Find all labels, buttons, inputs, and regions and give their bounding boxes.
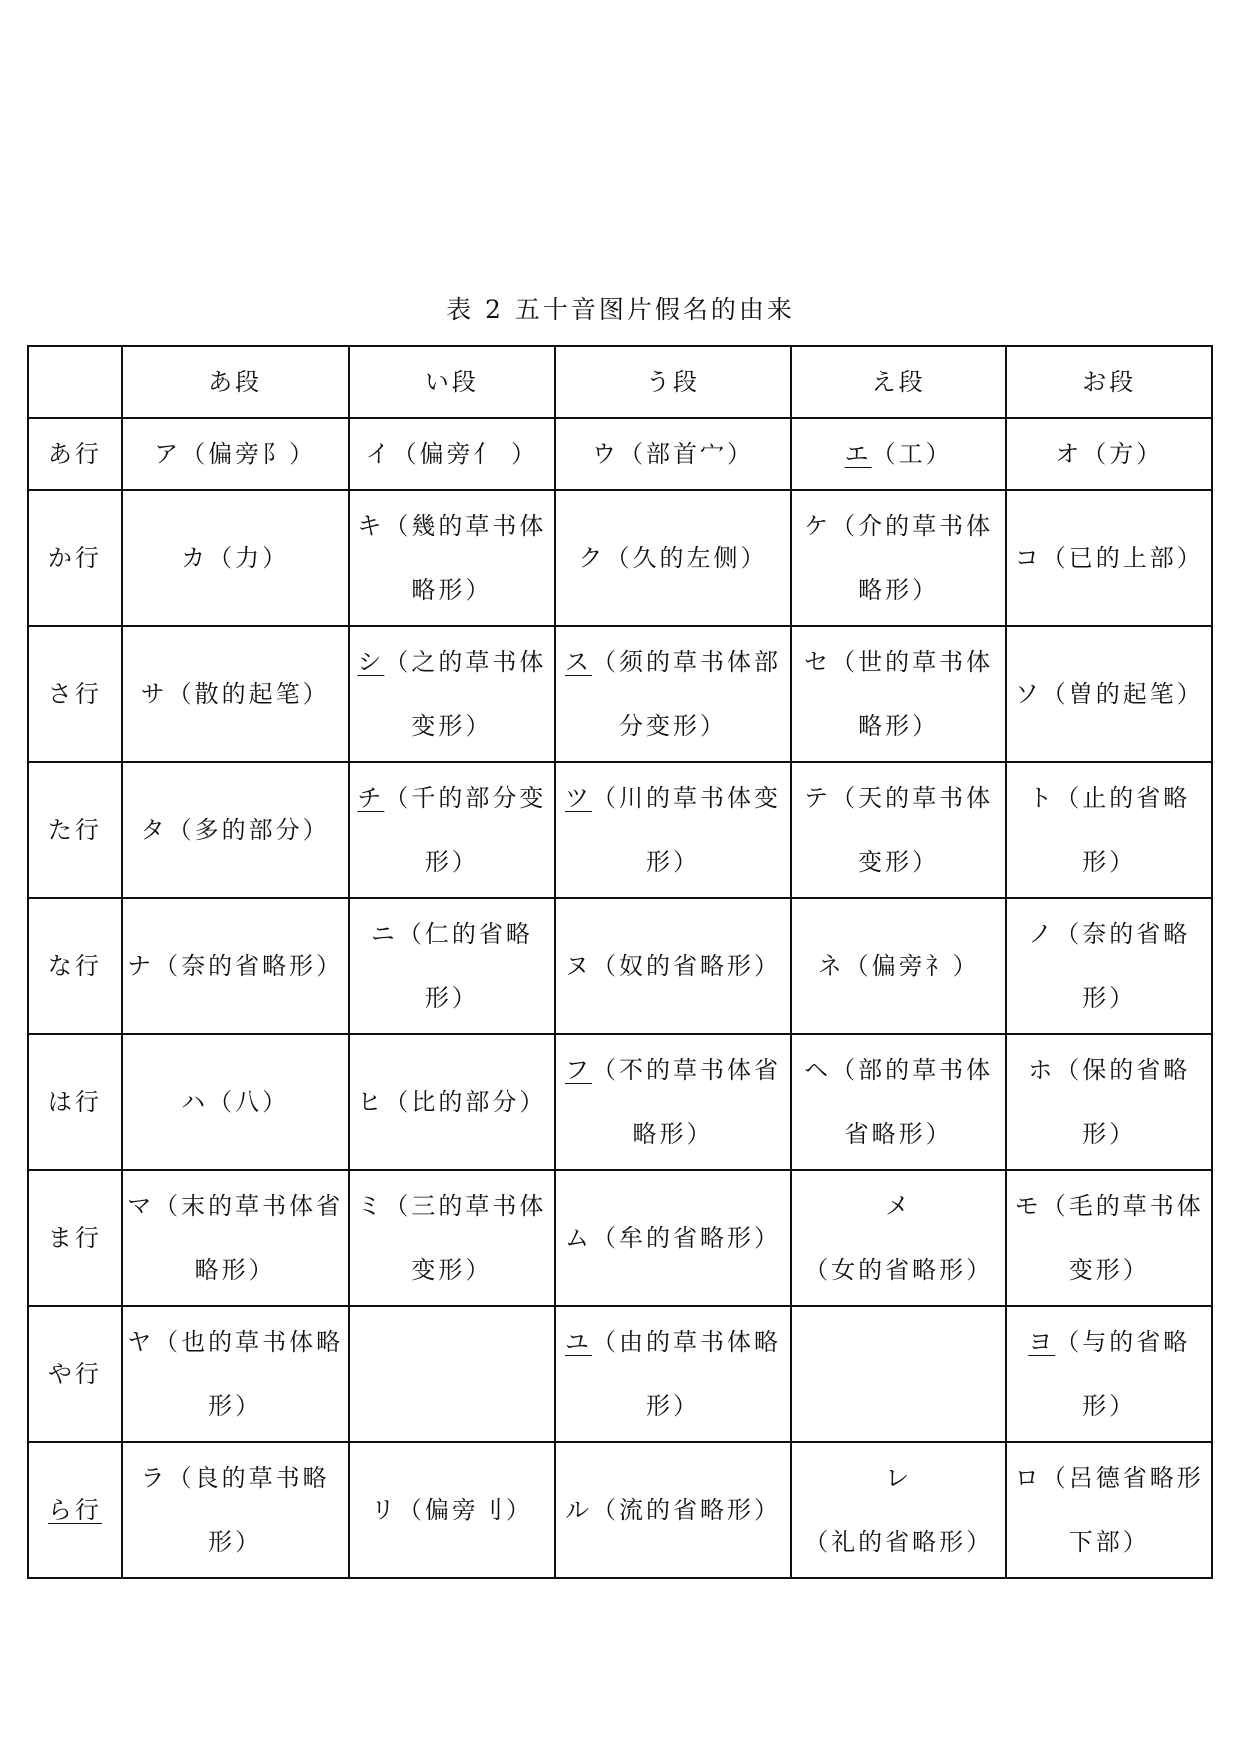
- kana-cell: [122, 762, 349, 898]
- kanji-origin: （部首宀）: [619, 440, 755, 468]
- katakana-char: エ: [844, 440, 872, 468]
- katakana-char: ハ: [181, 1088, 209, 1116]
- kana-cell: [349, 626, 556, 762]
- column-header: う段: [555, 346, 791, 418]
- katakana-char: コ: [1014, 544, 1042, 572]
- kana-cell: [555, 762, 791, 898]
- kanji-origin: （三的草书体变形）: [384, 1192, 547, 1284]
- kanji-origin: （礼的省略形）: [804, 1528, 994, 1556]
- katakana-char: ミ: [357, 1192, 385, 1220]
- kana-cell: [1006, 1306, 1212, 1442]
- kanji-origin: （川的草书体变形）: [592, 784, 782, 876]
- column-header: あ段: [122, 346, 349, 418]
- katakana-char: ケ: [804, 512, 832, 540]
- row-label: [28, 418, 122, 490]
- kana-cell: [1006, 1442, 1212, 1578]
- row-label-text: な行: [47, 952, 102, 980]
- kana-cell: [555, 898, 791, 1034]
- row-label: [28, 1170, 122, 1306]
- katakana-char: ア: [154, 440, 182, 468]
- kana-cell: [791, 1442, 1007, 1578]
- kana-cell: [349, 1442, 556, 1578]
- header-row: [28, 346, 1212, 418]
- row-label: [28, 1034, 122, 1170]
- kanji-origin: （多的部分）: [167, 816, 330, 844]
- row-label: [28, 898, 122, 1034]
- kanji-origin: （奈的省略形）: [154, 952, 344, 980]
- katakana-char: ニ: [370, 920, 398, 948]
- row-label: [28, 626, 122, 762]
- column-header: [28, 346, 122, 418]
- kanji-origin: （天的草书体变形）: [831, 784, 994, 876]
- kana-cell: [555, 490, 791, 626]
- katakana-char: ル: [565, 1496, 593, 1524]
- kana-cell: [1006, 626, 1212, 762]
- row-label: [28, 762, 122, 898]
- katakana-char: ス: [565, 648, 593, 676]
- kana-cell: [791, 626, 1007, 762]
- kana-cell: [1006, 762, 1212, 898]
- row-label-text: た行: [47, 816, 102, 844]
- katakana-char: カ: [181, 544, 209, 572]
- katakana-char: ム: [565, 1224, 593, 1252]
- table-row: [28, 1034, 1212, 1170]
- kana-cell: [791, 1306, 1007, 1442]
- kanji-origin: （部的草书体省略形）: [831, 1056, 994, 1148]
- kana-cell: [349, 1306, 556, 1442]
- kana-cell: [122, 1442, 349, 1578]
- kanji-origin: （偏旁礻）: [844, 952, 980, 980]
- kanji-origin: （偏旁刂）: [397, 1496, 533, 1524]
- row-label: [28, 1306, 122, 1442]
- katakana-char: フ: [565, 1056, 593, 1084]
- kanji-origin: （千的部分变形）: [384, 784, 547, 876]
- kana-cell: [1006, 1170, 1212, 1306]
- kanji-origin: （也的草书体略形）: [154, 1328, 344, 1420]
- kana-cell: [349, 418, 556, 490]
- row-label: [28, 1442, 122, 1578]
- kanji-origin: （毛的草书体变形）: [1041, 1192, 1204, 1284]
- kanji-origin: （力）: [208, 544, 290, 572]
- kanji-origin: （须的草书体部分变形）: [592, 648, 782, 740]
- katakana-char: ク: [578, 544, 606, 572]
- kanji-origin: （之的草书体变形）: [384, 648, 547, 740]
- kanji-origin: （工）: [871, 440, 953, 468]
- kanji-origin: （流的省略形）: [592, 1496, 782, 1524]
- kana-cell: [122, 1306, 349, 1442]
- kanji-origin: （偏旁亻 ）: [392, 440, 539, 468]
- kana-cell: [1006, 490, 1212, 626]
- katakana-char: セ: [804, 648, 832, 676]
- row-label-text: は行: [47, 1088, 102, 1116]
- katakana-char: リ: [370, 1496, 398, 1524]
- katakana-char: チ: [357, 784, 385, 812]
- katakana-char: ヒ: [357, 1088, 385, 1116]
- row-label-text: さ行: [47, 680, 102, 708]
- kana-cell: [555, 418, 791, 490]
- katakana-char: マ: [127, 1192, 155, 1220]
- kanji-origin: （末的草书体省略形）: [154, 1192, 344, 1284]
- kanji-origin: （奴的省略形）: [592, 952, 782, 980]
- kanji-origin: （与的省略形）: [1055, 1328, 1191, 1420]
- table-row: [28, 1442, 1212, 1578]
- column-header: お段: [1006, 346, 1212, 418]
- kanji-origin: （奈的省略形）: [1055, 920, 1191, 1012]
- table-row: [28, 898, 1212, 1034]
- kana-cell: [122, 898, 349, 1034]
- kanji-origin: （方）: [1082, 440, 1164, 468]
- kanji-origin: （止的省略形）: [1055, 784, 1191, 876]
- kana-cell: [791, 1170, 1007, 1306]
- table-row: [28, 490, 1212, 626]
- column-header: い段: [349, 346, 556, 418]
- katakana-char: ナ: [127, 952, 155, 980]
- kanji-origin: （牟的省略形）: [592, 1224, 782, 1252]
- row-label-text: か行: [47, 544, 102, 572]
- katakana-char: シ: [357, 648, 385, 676]
- katakana-char: メ: [885, 1192, 913, 1220]
- row-label-text: あ行: [47, 440, 102, 468]
- katakana-char: サ: [140, 680, 168, 708]
- kana-cell: [122, 418, 349, 490]
- kanji-origin: （女的省略形）: [804, 1256, 994, 1284]
- kana-cell: [555, 1170, 791, 1306]
- kana-cell: [791, 1034, 1007, 1170]
- kana-cell: [122, 1170, 349, 1306]
- katakana-char: ソ: [1014, 680, 1042, 708]
- katakana-origin-table: [27, 345, 1213, 1579]
- kanji-origin: （由的草书体略形）: [592, 1328, 782, 1420]
- katakana-char: ヨ: [1028, 1328, 1056, 1356]
- kana-cell: [555, 1034, 791, 1170]
- kana-cell: [1006, 898, 1212, 1034]
- kanji-origin: （已的上部）: [1041, 544, 1204, 572]
- kanji-origin: （久的左侧）: [605, 544, 768, 572]
- katakana-char: ノ: [1028, 920, 1056, 948]
- kana-cell: [122, 626, 349, 762]
- kana-cell: [791, 490, 1007, 626]
- kanji-origin: （呂德省略形 下部）: [1041, 1464, 1204, 1556]
- table-row: [28, 418, 1212, 490]
- kana-cell: [1006, 418, 1212, 490]
- katakana-char: ヤ: [127, 1328, 155, 1356]
- kana-cell: [349, 898, 556, 1034]
- kanji-origin: （八）: [208, 1088, 290, 1116]
- katakana-char: ネ: [817, 952, 845, 980]
- row-label: [28, 490, 122, 626]
- kanji-origin: （偏旁阝）: [181, 440, 317, 468]
- kanji-origin: （不的草书体省略形）: [592, 1056, 782, 1148]
- katakana-char: ツ: [565, 784, 593, 812]
- table-row: [28, 1170, 1212, 1306]
- kana-cell: [349, 1170, 556, 1306]
- kanji-origin: （良的草书略形）: [167, 1464, 330, 1556]
- kana-cell: [349, 762, 556, 898]
- katakana-char: ヘ: [804, 1056, 832, 1084]
- kanji-origin: （介的草书体略形）: [831, 512, 994, 604]
- table-body: [28, 346, 1212, 1578]
- katakana-char: タ: [140, 816, 168, 844]
- kanji-origin: （散的起笔）: [167, 680, 330, 708]
- row-label-text: や行: [47, 1360, 102, 1388]
- katakana-char: ホ: [1028, 1056, 1056, 1084]
- katakana-char: ユ: [565, 1328, 593, 1356]
- table-row: [28, 762, 1212, 898]
- katakana-char: イ: [365, 440, 393, 468]
- kana-cell: [791, 898, 1007, 1034]
- table-row: [28, 1306, 1212, 1442]
- katakana-char: ウ: [592, 440, 620, 468]
- katakana-char: ト: [1028, 784, 1056, 812]
- katakana-char: テ: [804, 784, 832, 812]
- katakana-char: ヌ: [565, 952, 593, 980]
- table-row: [28, 626, 1212, 762]
- katakana-char: モ: [1014, 1192, 1042, 1220]
- kana-cell: [555, 626, 791, 762]
- kanji-origin: （保的省略形）: [1055, 1056, 1191, 1148]
- kana-cell: [791, 762, 1007, 898]
- katakana-char: ロ: [1014, 1464, 1042, 1492]
- kanji-origin: （曽的起笔）: [1041, 680, 1204, 708]
- kana-cell: [122, 1034, 349, 1170]
- katakana-char: オ: [1055, 440, 1083, 468]
- kana-cell: [555, 1442, 791, 1578]
- column-header: え段: [791, 346, 1007, 418]
- katakana-char: ラ: [140, 1464, 168, 1492]
- kanji-origin: （幾的草书体略形）: [384, 512, 547, 604]
- row-label-text: ら行: [47, 1496, 102, 1524]
- katakana-char: レ: [885, 1464, 913, 1492]
- table-caption: 表 2 五十音图片假名的由来: [446, 295, 795, 324]
- kana-cell: [122, 490, 349, 626]
- kanji-origin: （比的部分）: [384, 1088, 547, 1116]
- kana-cell: [349, 1034, 556, 1170]
- kana-cell: [555, 1306, 791, 1442]
- kana-cell: [1006, 1034, 1212, 1170]
- kana-cell: [791, 418, 1007, 490]
- row-label-text: ま行: [47, 1224, 102, 1252]
- katakana-char: キ: [357, 512, 385, 540]
- kanji-origin: （世的草书体略形）: [831, 648, 994, 740]
- kana-cell: [349, 490, 556, 626]
- kanji-origin: （仁的省略形）: [397, 920, 533, 1012]
